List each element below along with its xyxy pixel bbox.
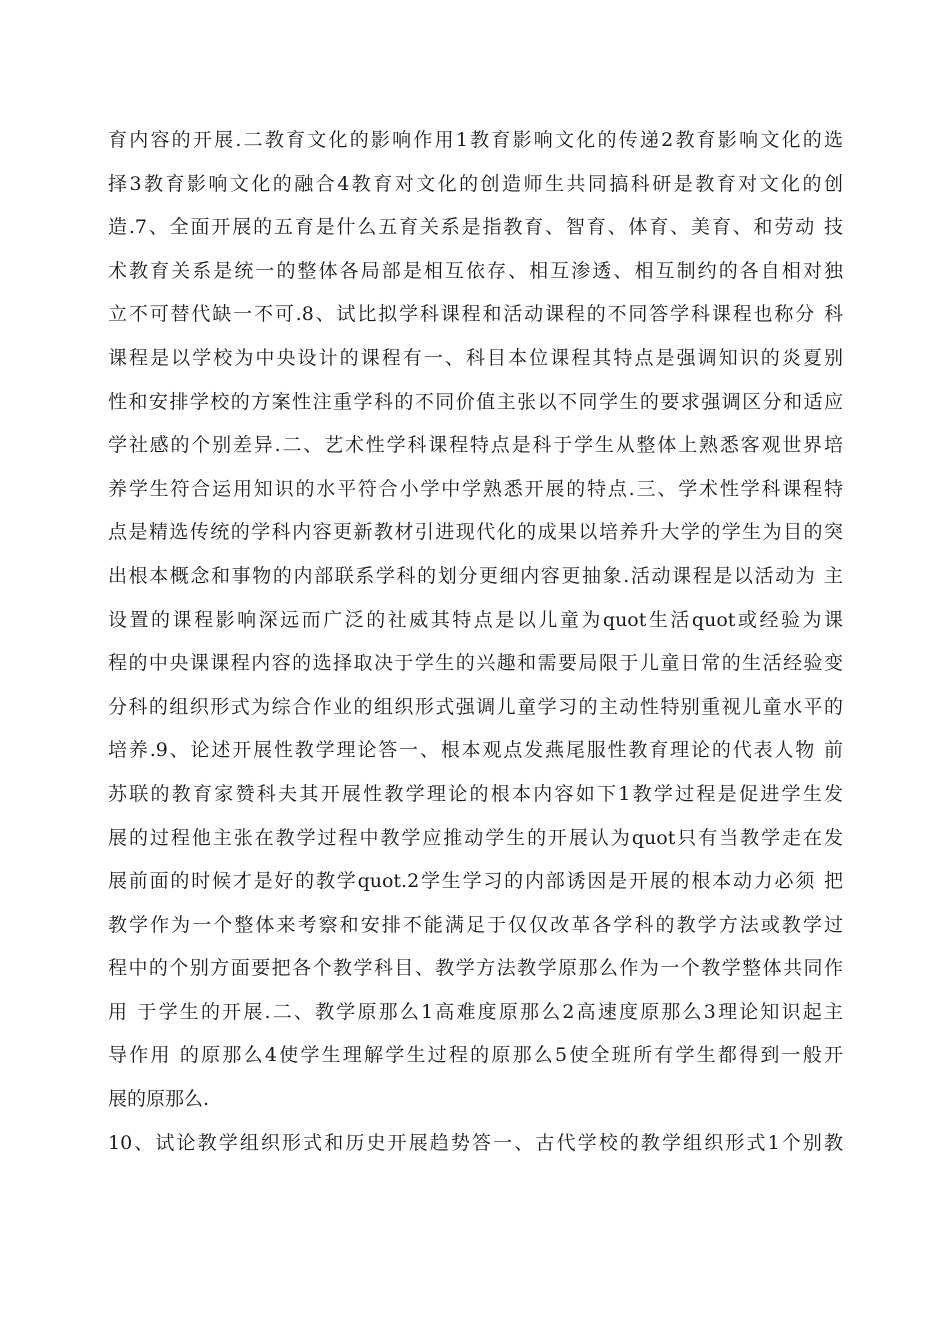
text-line: 苏联的教育家赞科夫其开展性教学理论的根本内容如下1教学过程是促进学生发 — [108, 782, 843, 805]
text-line: 10、试论教学组织形式和历史开展趋势答一、古代学校的教学组织形式1个别教 — [108, 1131, 843, 1154]
text-line: 术教育关系是统一的整体各局部是相互依存、相互渗透、相互制约的各自相对独 — [108, 259, 843, 282]
text-line: 分科的组织形式为综合作业的组织形式强调儿童学习的主动性特别重视儿童水平的 — [108, 695, 843, 718]
text-line: 立不可替代缺一不可.8、试比拟学科课程和活动课程的不同答学科课程也称分 科 — [108, 303, 843, 326]
text-line: 课程是以学校为中央设计的课程有一、科目本位课程其特点是强调知识的炎夏别 — [108, 346, 843, 369]
text-line: 程的中央课课程内容的选择取决于学生的兴趣和需要局限于儿童日常的生活经验变 — [108, 652, 843, 675]
text-line: 展的过程他主张在教学过程中教学应推动学生的开展认为quot只有当教学走在发 — [108, 826, 843, 849]
text-line: 育内容的开展.二教育文化的影响作用1教育影响文化的传递2教育影响文化的选 — [108, 129, 843, 151]
text-line: 培养.9、论述开展性教学理论答一、根本观点发燕尾服性教育理论的代表人物 前 — [108, 739, 843, 762]
text-line: 展前面的时候才是好的教学quot.2学生学习的内部诱因是开展的根本动力必须 把 — [108, 870, 843, 893]
body-text — [108, 119, 843, 1165]
text-line: 导作用 的原那么4使学生理解学生过程的原那么5使全班所有学生都得到一般开 — [108, 1044, 843, 1067]
text-line: 点是精选传统的学科内容更新教材引进现代化的成果以培养升大学的学生为目的突 — [108, 521, 843, 544]
text-line: 出根本概念和事物的内部联系学科的划分更细内容更抽象.活动课程是以活动为 主 — [108, 564, 843, 587]
text-line: 展的原那么. — [108, 1088, 210, 1111]
text-line: 教学作为一个整体来考察和安排不能满足于仅仅改革各学科的教学方法或教学过 — [108, 913, 843, 936]
text-line: 造.7、全面开展的五育是什么五育关系是指教育、智育、体育、美育、和劳动 技 — [108, 216, 843, 239]
text-line: 设置的课程影响深远而广泛的社威其特点是以儿童为quot生活quot或经验为课 — [108, 608, 843, 631]
text-line: 养学生符合运用知识的水平符合小学中学熟悉开展的特点.三、学术性学科课程特 — [108, 477, 843, 500]
text-line: 用 于学生的开展.二、教学原那么1高难度原那么2高速度原那么3理论知识起主 — [108, 1000, 843, 1023]
text-line: 学社感的个别差异.二、艺术性学科课程特点是科于学生从整体上熟悉客观世界培 — [108, 434, 843, 457]
text-line: 程中的个别方面要把各个教学科目、教学方法教学原那么作为一个教学整体共同作 — [108, 957, 843, 980]
text-line: 性和安排学校的方案性注重学科的不同价值主张以不同学生的要求强调区分和适应 — [108, 390, 843, 413]
text-line: 择3教育影响文化的融合4教育对文化的创造师生共同搞科研是教育对文化的创 — [108, 172, 843, 195]
